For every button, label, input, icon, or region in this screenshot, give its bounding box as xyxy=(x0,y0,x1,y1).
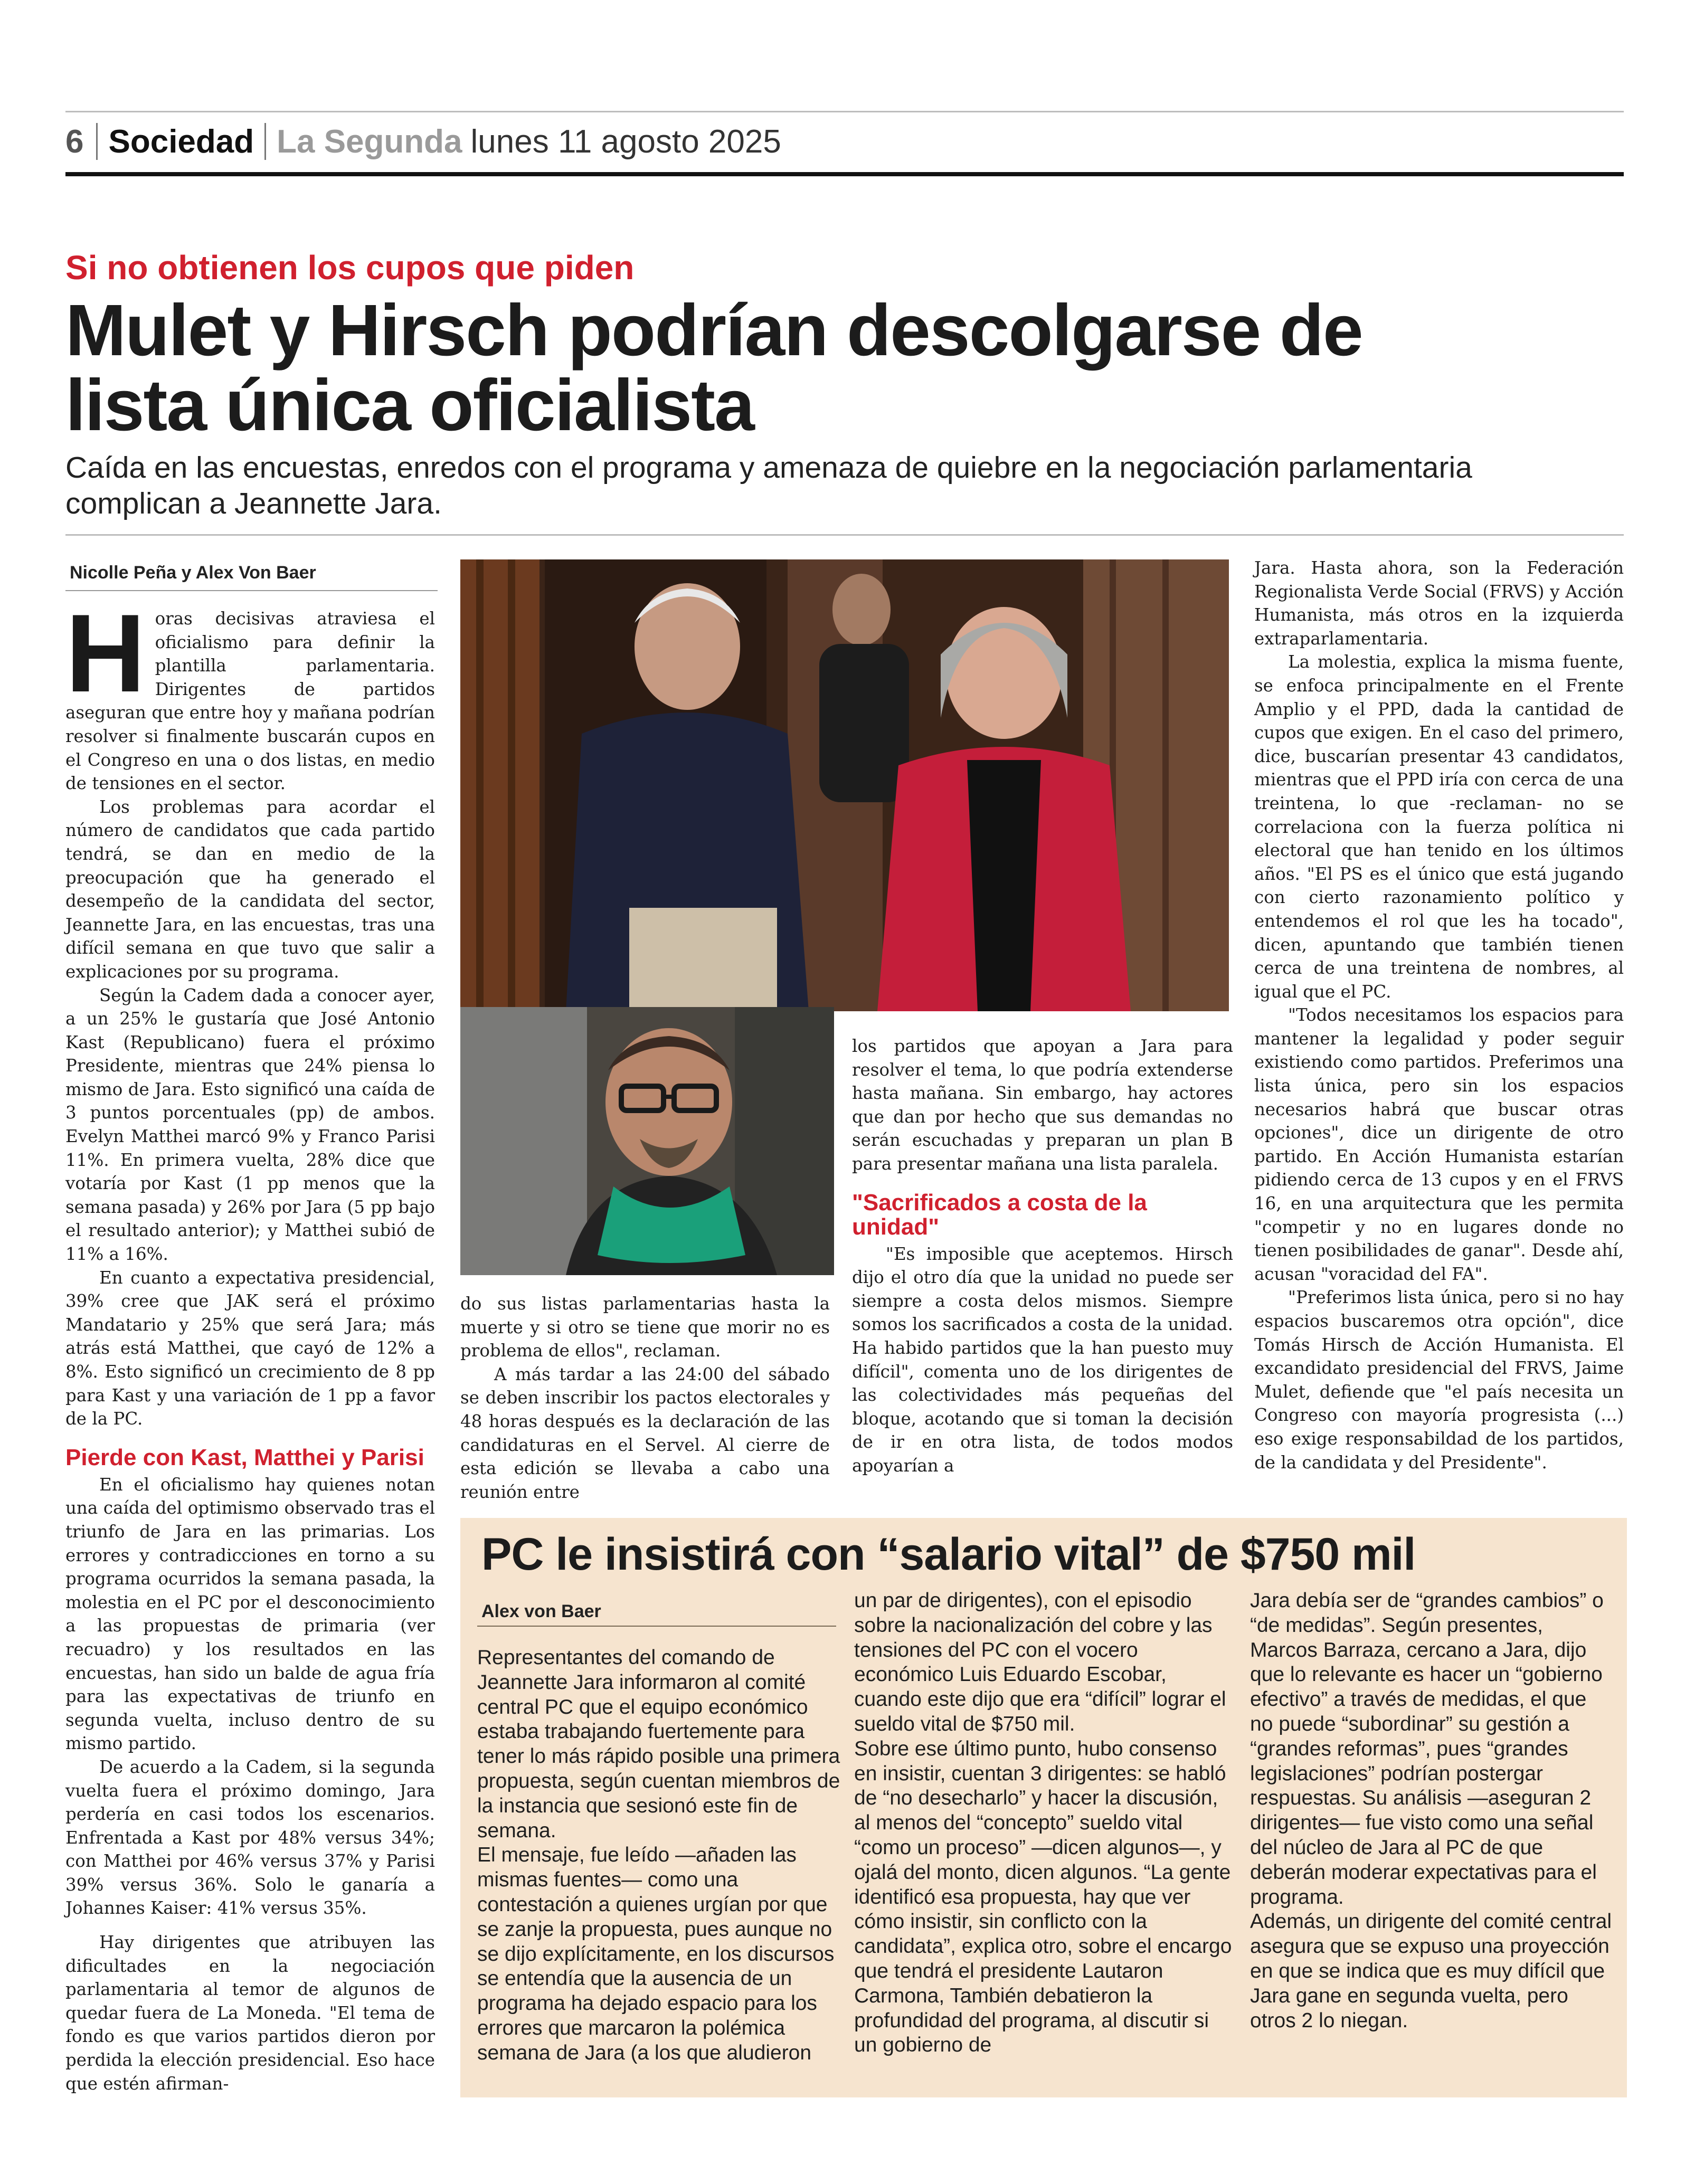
sidebar-paragraph: Representantes del comando de Jeannette Jara informaron al comité central PC que el equipo económico estaba trabajando fuertemente para tener lo más rápido posible una primera propuesta, según cuentan miembros de la instancia que sesionó este fin de semana. xyxy=(477,1646,840,1842)
article-paragraph: Jara. Hasta ahora, son la Federación Regionalista Verde Social (FRVS) y Acción Humanista, más otros en la izquierda extraparlamentaria. xyxy=(1254,558,1624,649)
drop-cap: H xyxy=(65,591,146,715)
sidebar-column-3 xyxy=(1250,1589,1614,2033)
article-paragraph: Los problemas para acordar el número de candidatos que cada partido tendrá, se dan en medio de la preocupación que ha generado el desempeño de la candidata del sector, Jeannette Jara, en las encuestas, tras una difícil semana en que tuvo que salir a explicaciones por su programa. xyxy=(65,796,435,982)
article-paragraph: Según la Cadem dada a conocer ayer, a un 25% le gustaría que José Antonio Kast (Republicano) fuera el próximo Presidente, mientras que 24% piensa lo mismo de Jara. Esto significó una caída de 3 puntos porcentuales (pp) de ambos. Evelyn Matthei marcó 9% y Franco Parisi 11%. En primera vuelta, 28% dice que votaría por Kast (1 pp menos que la semana pasada) y 26% por Jara (5 pp bajo el resultado anterior); y Matthei subió de 11% a 16%. xyxy=(65,985,435,1265)
page-number: 6 xyxy=(65,123,84,160)
article-paragraph: "Preferimos lista única, pero si no hay espacios buscaremos otra opción", dice Tomás Hirsch de Acción Humanista. El excandidato presidencial del FRVS, Jaime Mulet, defiende que "el país necesita un Congreso con mayoría progresista (...) eso exige responsabildad de los partidos, de la candidata y del Presidente". xyxy=(1254,1287,1624,1473)
sidebar-byline: Alex von Baer xyxy=(481,1601,601,1621)
article-paragraph: "Es imposible que aceptemos. Hirsch dijo el otro día que la unidad no puede ser siempre a costa delos mismos. Siempre somos los sacrificados a costa de la unidad. Ha habido partidos que la han puesto muy difícil", comenta uno de los dirigentes de las colectividades más pequeñas del bloque, acotando que si toman la decisión de ir en otra lista, de todos modos apoyarían a xyxy=(852,1243,1233,1476)
article-paragraph: De acuerdo a la Cadem, si la segunda vuelta fuera el próximo domingo, Jara perdería en casi todos los escenarios. Enfrentada a Kast por 48% versus 34%; con Matthei por 46% versus 37% y Parisi 39% versus 36%. Solo le ganaría a Johannes Kaiser: 41% versus 35%. xyxy=(65,1756,435,1919)
header-rule xyxy=(65,172,1624,176)
article-paragraph xyxy=(65,591,435,795)
article-column-2 xyxy=(460,1292,830,1504)
deck-rule xyxy=(65,534,1624,536)
sidebar-title: PC le insistirá con “salario vital” de $750 mil xyxy=(481,1529,1416,1580)
top-rule xyxy=(65,111,1624,112)
article-column-4 xyxy=(1254,556,1624,1474)
sidebar-paragraph: El mensaje, fue leído —añaden las mismas fuentes— como una contestación a quienes urgían por que se zanje la propuesta, pues aunque no se dijo explícitamente, en los discursos se entendía que la ausencia de un programa ha dejado espacio para los errores que marcaron la polémica semana de Jara (a los que aludieron xyxy=(477,1844,835,2064)
article-headline: Mulet y Hirsch podrían descolgarse de lista única oficialista xyxy=(65,290,1362,446)
article-paragraph: A más tardar a las 24:00 del sábado se deben inscribir los pactos electorales y 48 horas después es la declaración de las candidaturas en el Servel. Al cierre de esta edición se llevaba a cabo una reunión entre xyxy=(460,1364,830,1502)
article-paragraph: do sus listas parlamentarias hasta la muerte y si otro se tiene que morir no es problema de ellos", reclaman. xyxy=(460,1294,830,1361)
paragraph-text: oras decisivas atraviesa el oficialismo para definir la plantilla parlamentaria. Dirigentes de partidos aseguran que entre hoy y mañana podrían resolver si finalmente buscarán cupos en el Congreso en una o dos listas, en medio de tensiones en el sector. xyxy=(65,609,435,794)
sidebar-byline-rule xyxy=(477,1626,836,1627)
sidebar-column-1 xyxy=(477,1646,841,2066)
article-column-3 xyxy=(852,1034,1233,1478)
article-deck: Caída en las encuestas, enredos con el programa y amenaza de quiebre en la negociación parlamentaria complican a Jeannette Jara. xyxy=(65,451,1472,520)
article-paragraph: los partidos que apoyan a Jara para resolver el tema, lo que podría extenderse hasta mañana. Sin embargo, hay actores que dan por hecho que sus demandas no serán escuchadas y preparan un plan B para presentar mañana una lista paralela. xyxy=(852,1036,1233,1174)
article-byline: Nicolle Peña y Alex Von Baer xyxy=(70,563,316,583)
article-paragraph: Hay dirigentes que atribuyen las dificultades en la negociación parlamentaria al temor de algunos de quedar fuera de La Moneda. "El tema de fondo es que varios partidos dieron por perdida la elección presidencial. Eso hace que estén afirman- xyxy=(65,1932,435,2094)
sidebar-paragraph: Además, un dirigente del comité central asegura que se expuso una proyección en que se indica que es muy difícil que Jara gane en segunda vuelta, pero otros 2 lo niegan. xyxy=(1250,1910,1612,2032)
subheading: "Sacrificados a costa de la unidad" xyxy=(852,1189,1147,1240)
sidebar-column-2 xyxy=(854,1589,1234,2058)
sidebar-paragraph: un par de dirigentes), con el episodio sobre la nacionalización del cobre y las tensiones del PC con el vocero económico Luis Eduardo Escobar, cuando este dijo que era “difícil” lograr el sueldo vital de $750 mil. xyxy=(854,1589,1226,1735)
article-paragraph: La molestia, explica la misma fuente, se enfoca principalmente en el Frente Amplio y el PPD, dada la cantidad de cupos que exigen. En el caso del primero, dice, buscarían presentar 43 candidatos, mientras que el PPD iría con cerca de una treintena, lo que -reclaman- no se correlaciona con la fuerza política ni electoral que han tenido en los últimos años. "El PS es el único que está jugando con cierto razonamiento político y entendemos el rol que les ha tocado", dicen, apuntando que también tienen cerca de una treintena de nombres, al igual que el PC. xyxy=(1254,652,1624,1002)
sidebar-paragraph: Sobre ese último punto, hubo consenso en insistir, cuentan 3 dirigentes: se habló de “no desecharlo” y hacer la discusión, al menos del “concepto” sueldo vital “como un proceso” —dicen algunos—, y ojalá del monto, dicen algunos. “La gente identificó esa propuesta, hay que ver cómo insistir, sin conflicto con la candidata”, explica otro, sobre el encargo que tendrá el presidente Lautaron Carmona, También debatieron la profundidad del programa, al discutir si un gobierno de xyxy=(854,1737,1232,2057)
article-kicker: Si no obtienen los cupos que piden xyxy=(65,249,635,287)
main-photo xyxy=(460,559,1229,1011)
article-paragraph: "Todos necesitamos los espacios para mantener la legalidad y poder seguir existiendo como partidos. Preferimos una lista única, pero sin los espacios necesarios habrá que buscar otras opciones", dice un dirigente de otro partido. En Acción Humanista estarían pidiendo cerca de 13 cupos y en el FRVS 16, en una arquitectura que les permita "competir y no en lugares donde no tienen posibilidades de ganar". Desde ahí, acusan "voracidad del FA". xyxy=(1254,1005,1624,1284)
portrait-photo xyxy=(460,1007,834,1275)
issue-date: lunes 11 agosto 2025 xyxy=(470,123,781,160)
publication-name: La Segunda xyxy=(277,123,462,160)
sidebar-paragraph: Jara debía ser de “grandes cambios” o “de medidas”. Según presentes, Marcos Barraza, cercano a Jara, dijo que lo relevante es hacer un “gobierno efectivo” a través de medidas, el que no puede “subordinar” su gestión a “grandes reformas”, pues “grandes legislaciones” podrían postergar respuestas. Su análisis —aseguran 2 dirigentes— fue visto como una señal del núcleo de Jara al PC de que deberán moderar expectativas para el programa. xyxy=(1250,1589,1604,1908)
article-column-1 xyxy=(65,591,435,2095)
page-header xyxy=(65,115,781,168)
subheading: Pierde con Kast, Matthei y Parisi xyxy=(65,1444,424,1470)
article-paragraph: En el oficialismo hay quienes notan una caída del optimismo observado tras el triunfo de Jara en las primarias. Los errores y contradicciones en torno a su programa ocurridos la semana pasada, la molestia en el PC por el desconocimiento a las propuestas de primaria (ver recuadro) y los resultados en las encuestas, han sido un balde de agua fría para las expectativas de triunfo en segunda vuelta, incluso dentro de su mismo partido. xyxy=(65,1474,435,1754)
header-divider xyxy=(96,123,98,160)
section-name: Sociedad xyxy=(108,123,254,160)
header-divider xyxy=(264,123,266,160)
article-paragraph: En cuanto a expectativa presidencial, 39% cree que JAK será el próximo Mandatario y 25% que será Jara; más atrás está Matthei, que cayó de 12% a 8%. Esto significó un crecimiento de 8 pp para Kast y una variación de 1 pp a favor de la PC. xyxy=(65,1267,435,1429)
